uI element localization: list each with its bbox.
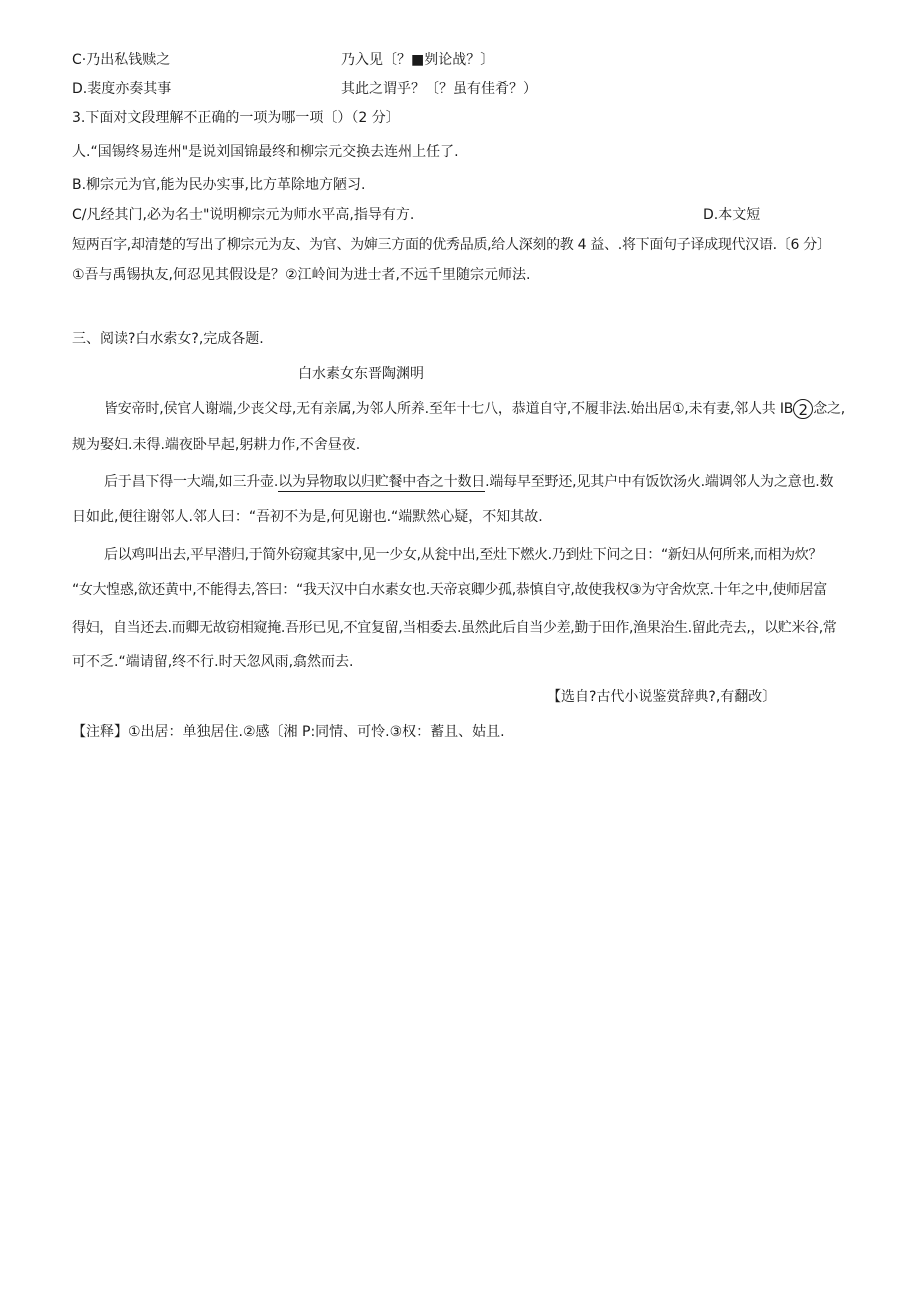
passage-p3-line1: 后以鸡叫出去,平早潜归,于简外窃窥其家中,见一少女,从瓮中出,至灶下燃火.乃到灶下问之日：“新妇从何所来,而相为炊？ bbox=[104, 547, 823, 563]
underlined-sentence: 以为异物取以归贮餐中杳之十数日 bbox=[278, 474, 486, 490]
passage-p2-line1-text-b: .端每早至野还,见其户中有饭饮汤火.端调邻人为之意也.数 bbox=[485, 474, 834, 490]
section-3-heading: 三、阅读?白水索女?,完成各题. bbox=[72, 331, 264, 347]
passage-p2-line1 bbox=[104, 472, 833, 492]
q2-option-d-left: D.裴度亦奏其事 bbox=[72, 81, 172, 97]
passage-p1-line1-text-b: 念之, bbox=[813, 401, 846, 417]
q4-sentences: ①吾与禹锡执友,何忍见其假设是？②江岭间为进士者,不远千里随宗元师法. bbox=[72, 267, 531, 283]
q3-option-c: C/凡经其门,必为名士"说明柳宗元为师水平高,指导有方. bbox=[72, 207, 415, 223]
passage-p2-line1-text-a: 后于昌下得一大端,如三升壶. bbox=[104, 474, 279, 490]
passage-p1-line1 bbox=[104, 399, 845, 419]
q2-option-c-right: 乃入见〔？■刿论战？〕 bbox=[341, 52, 495, 68]
q2-option-c-left: C·乃出私钱赎之 bbox=[72, 52, 171, 68]
passage-p2-line2: 日如此,便往谢邻人.邻人曰：“吾初不为是,何见谢也.“端默然心疑，不知其故. bbox=[72, 509, 543, 525]
source-citation: 【选自?古代小说鉴赏辞典?,有翻改〕 bbox=[547, 689, 777, 705]
passage-p1-line1-text-a: 皆安帝时,侯官人谢端,少丧父母,无有亲属,为邻人所养.至年十七八，恭道自守,不履非法.始出居①,未有妻,邻人共 IB bbox=[104, 401, 794, 417]
q2-option-d-right: 其此之谓乎？〔？虽有佳肴？） bbox=[341, 81, 537, 97]
q3-option-d-start: D.本文短 bbox=[703, 207, 761, 223]
passage-p3-line3: 得妇，自当还去.而卿无故窃相窥掩.吾形已见,不宜复留,当相委去.虽然此后自当少差,勤于田作,渔果治生.留此壳去,，以贮米谷,常 bbox=[72, 620, 837, 636]
q3-stem: 3.下面对文段理解不正确的一项为哪一项〔）（2 分〕 bbox=[72, 110, 400, 126]
passage-p1-line2: 规为娶妇.未得.端夜卧早起,躬耕力作,不舍昼夜. bbox=[72, 437, 361, 453]
passage-p3-line2: “女大惶惑,欲还黄中,不能得去,答曰：“我天汉中白水素女也.天帝哀卿少孤,恭慎自守,故使我权③为守舍炊烹.十年之中,使师居富 bbox=[72, 582, 827, 598]
passage-p3-line4: 可不乏.“端请留,终不行.时天忽风雨,翕然而去. bbox=[72, 654, 354, 670]
passage-title: 白水素女东晋陶渊明 bbox=[298, 366, 424, 382]
notes: 【注释】①出居：单独居住.②感〔湘 P:同情、可怜.③权：蓄且、姑且. bbox=[72, 724, 505, 740]
circled-number-2: 2 bbox=[793, 399, 813, 419]
q3-option-d-continued: 短两百字,却清楚的写出了柳宗元为友、为官、为婶三方面的优秀品质,给人深刻的教 4 益、.将下面句子译成现代汉语.〔6 分〕 bbox=[72, 237, 831, 253]
q3-option-a: 人.“国锡终易连州"是说刘国锦最终和柳宗元交换去连州上任了. bbox=[72, 144, 459, 160]
q3-option-b: B.柳宗元为官,能为民办实事,比方革除地方陋习. bbox=[72, 177, 366, 193]
